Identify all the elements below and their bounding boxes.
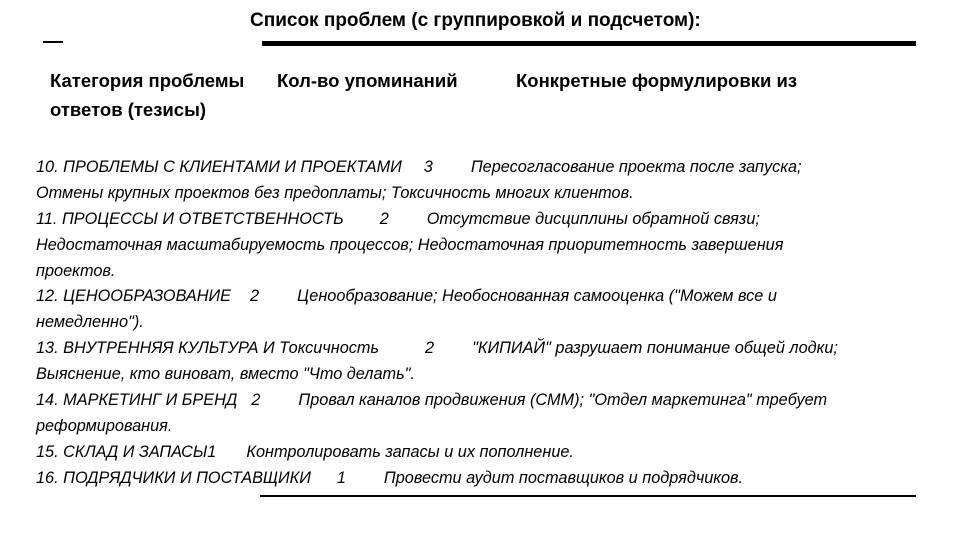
row-text: Пересогласование проекта после запуска; — [470, 158, 802, 176]
top-rule-divider — [262, 41, 916, 46]
header-category: Категория проблемы — [50, 70, 245, 91]
row-text: проектов. — [36, 261, 116, 280]
row-text: Выяснение, кто виноват, вместо "Что делать". — [36, 365, 415, 384]
list-item — [36, 336, 936, 362]
row-count: 2 — [251, 391, 261, 410]
list-item-continuation — [36, 259, 936, 285]
row-text: реформирования. — [36, 416, 173, 435]
row-text: Контролировать запасы и их пополнение. — [246, 442, 574, 461]
list-item-continuation — [36, 414, 936, 440]
list-item-continuation — [36, 233, 936, 259]
row-text: Провал каналов продвижения (СММ); "Отдел маркетинга" требует — [298, 391, 828, 410]
header-quotes-continued: ответов (тезисы) — [50, 99, 207, 120]
bottom-rule-divider — [260, 495, 916, 497]
row-count: 1 — [336, 468, 346, 487]
row-category: 14. МАРКЕТИНГ И БРЕНД — [36, 391, 238, 410]
header-quotes: Конкретные формулировки из — [516, 70, 798, 91]
list-item — [36, 155, 936, 181]
row-count: 2 — [379, 209, 389, 228]
list-item — [36, 388, 936, 414]
row-count: 2 — [250, 287, 260, 306]
row-text: Недостаточная масштабируемость процессов; Недостаточная приоритетность завершения — [36, 235, 784, 254]
slide-title: Список проблем (с группировкой и подсчетом): — [250, 10, 701, 31]
row-text: Ценообразование; Необоснованная самооценка ("Можем все и — [297, 287, 777, 306]
row-count: 1 — [207, 442, 217, 461]
row-text: немедленно"). — [36, 313, 144, 332]
row-category: 16. ПОДРЯДЧИКИ И ПОСТАВЩИКИ — [36, 468, 311, 487]
row-category: 10. ПРОБЛЕМЫ С КЛИЕНТАМИ И ПРОЕКТАМИ — [36, 158, 402, 176]
row-category: 15. СКЛАД И ЗАПАСЫ — [36, 442, 208, 461]
row-text: Отсутствие дисциплины обратной связи; — [426, 209, 760, 228]
list-item — [36, 466, 936, 492]
row-category: 13. ВНУТРЕННЯЯ КУЛЬТУРА И Токсичность — [36, 339, 380, 358]
problem-list — [36, 155, 936, 492]
row-text: Провести аудит поставщиков и подрядчиков. — [383, 468, 744, 487]
row-text: Отмены крупных проектов без предоплаты; Токсичность многих клиентов. — [36, 183, 634, 202]
list-item — [36, 207, 936, 233]
list-item-continuation — [36, 310, 936, 336]
list-item-continuation — [36, 181, 936, 207]
list-item-continuation — [36, 362, 936, 388]
row-count: 3 — [423, 158, 433, 176]
short-dash-divider — [43, 41, 63, 43]
row-category: 11. ПРОЦЕССЫ И ОТВЕТСТВЕННОСТЬ — [36, 209, 344, 228]
list-item — [36, 284, 936, 310]
list-item — [36, 440, 936, 466]
row-text: "КИПИАЙ" разрушает понимание общей лодки; — [472, 339, 838, 358]
row-count: 2 — [425, 339, 435, 358]
header-count: Кол-во упоминаний — [277, 70, 458, 91]
row-category: 12. ЦЕНООБРАЗОВАНИЕ — [36, 287, 232, 306]
